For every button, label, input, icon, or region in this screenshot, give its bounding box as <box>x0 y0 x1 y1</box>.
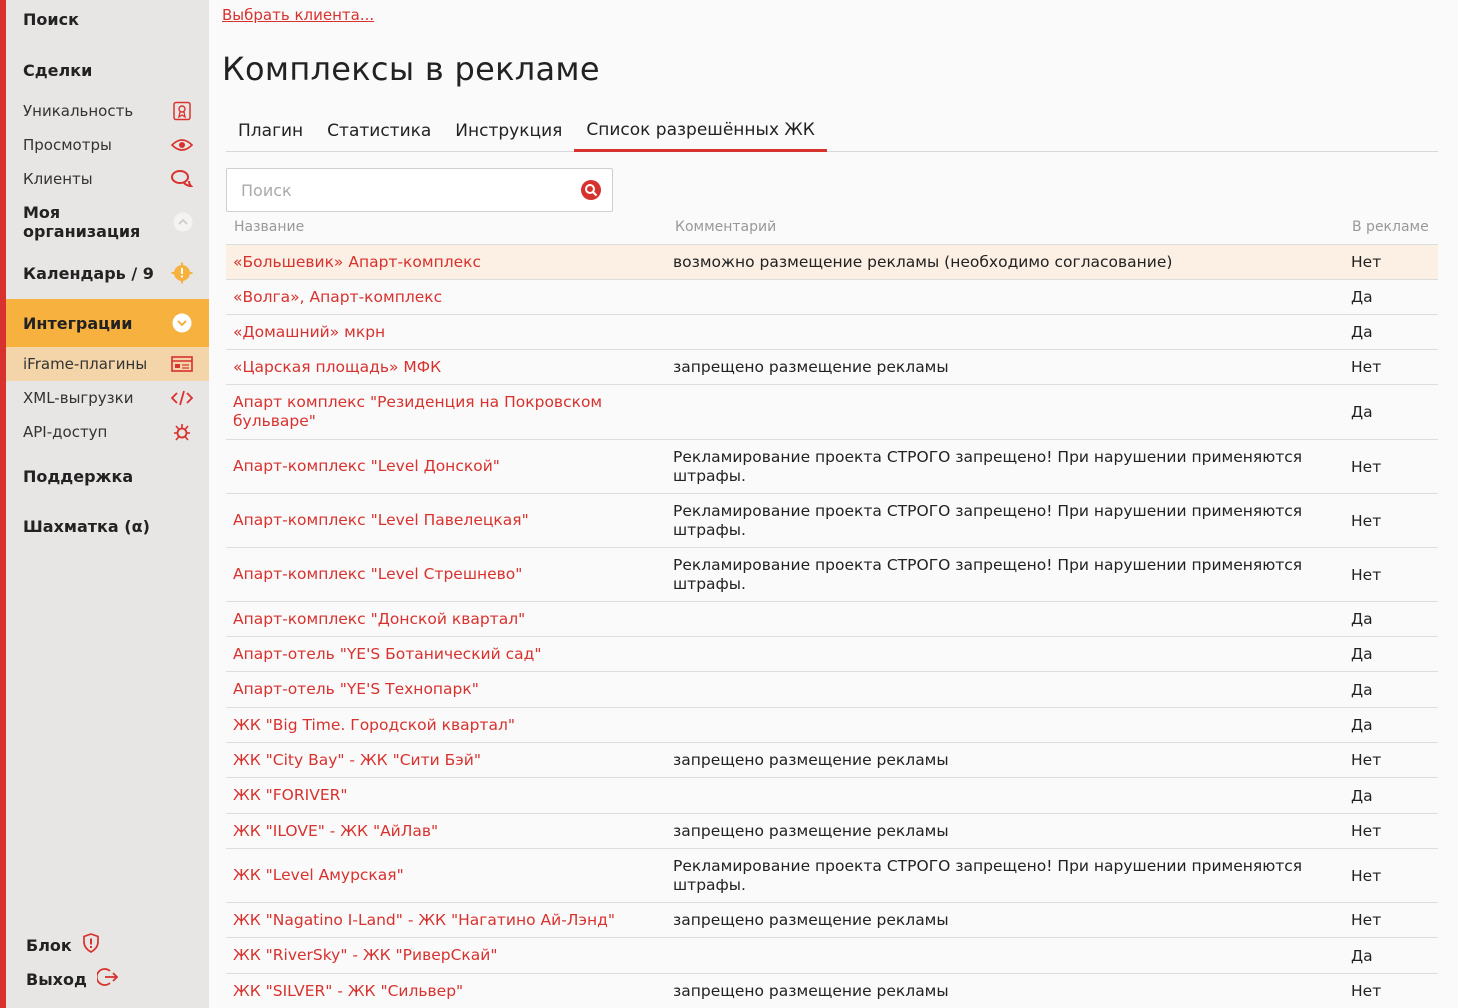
in-ad-status: Да <box>1351 786 1373 805</box>
sidebar-item-clients[interactable] <box>6 162 209 196</box>
sidebar-item-label: Сделки <box>23 60 93 80</box>
sidebar-item-label: Шахматка (α) <box>23 516 150 536</box>
tab-plugin[interactable]: Плагин <box>238 121 304 141</box>
table-row[interactable] <box>226 937 1438 973</box>
in-ad-status: Нет <box>1351 565 1382 584</box>
sidebar-item-calendar[interactable] <box>6 256 209 290</box>
logout-icon <box>97 967 119 991</box>
table-header <box>226 212 1438 244</box>
alert-icon <box>171 262 193 284</box>
sidebar-item-search[interactable] <box>6 2 209 36</box>
sidebar-item-chess[interactable] <box>6 509 209 543</box>
table-row[interactable] <box>226 973 1438 1008</box>
in-ad-status: Да <box>1351 288 1373 306</box>
frame-icon <box>171 353 193 375</box>
search-input[interactable] <box>227 169 557 211</box>
complex-comment: запрещено размещение рекламы <box>673 910 949 929</box>
search-box <box>226 168 613 212</box>
table-row[interactable] <box>226 902 1438 937</box>
logout-button[interactable] <box>6 964 209 994</box>
in-ad-status: Да <box>1351 610 1373 628</box>
sidebar-item-uniqueness[interactable] <box>6 94 209 128</box>
sidebar-item-deals[interactable] <box>6 53 209 87</box>
sidebar-item-label: XML-выгрузки <box>23 389 134 407</box>
complex-name-link[interactable]: «Царская площадь» МФК <box>233 357 442 376</box>
table-row[interactable] <box>226 279 1438 314</box>
in-ad-status: Да <box>1351 403 1373 421</box>
tab-instructions[interactable]: Инструкция <box>455 121 563 141</box>
complex-name-link[interactable]: «Волга», Апарт-комплекс <box>233 287 443 306</box>
complex-name-link[interactable]: Апарт-отель "YE'S Ботанический сад" <box>233 644 542 663</box>
table-row[interactable] <box>226 314 1438 349</box>
in-ad-status: Нет <box>1351 982 1382 1000</box>
in-ad-status: Да <box>1351 716 1373 734</box>
chevron-down-icon <box>171 312 193 334</box>
table-row[interactable] <box>226 547 1438 601</box>
in-ad-status: Нет <box>1351 358 1382 376</box>
chevron-up-icon <box>172 211 193 233</box>
block-button[interactable] <box>6 930 209 960</box>
table-row[interactable] <box>226 671 1438 707</box>
sidebar-item-label: Уникальность <box>23 102 134 120</box>
sidebar-item-views[interactable] <box>6 128 209 162</box>
sidebar-item-label: Поиск <box>23 9 79 29</box>
code-icon <box>171 387 193 409</box>
complex-name-link[interactable]: ЖК "Nagatino I-Land" - ЖК "Нагатино Ай-Лэнд" <box>233 910 615 929</box>
tab-statistics[interactable]: Статистика <box>327 121 432 141</box>
complex-name-link[interactable]: ЖК "FORIVER" <box>233 786 348 804</box>
in-ad-status: Да <box>1351 680 1373 699</box>
complex-name-link[interactable]: Апарт-комплекс "Донской квартал" <box>233 609 526 628</box>
sidebar <box>0 0 209 1008</box>
in-ad-status: Нет <box>1351 751 1382 769</box>
page-title: Комплексы в рекламе <box>222 50 600 88</box>
table-row[interactable] <box>226 439 1438 493</box>
logout-label: Выход <box>26 969 87 989</box>
table-row[interactable] <box>226 777 1438 813</box>
complex-comment: возможно размещение рекламы (необходимо согласование) <box>673 252 1173 271</box>
sidebar-item-label: Клиенты <box>23 170 93 188</box>
complex-name-link[interactable]: ЖК "RiverSky" - ЖК "РиверСкай" <box>233 946 498 964</box>
in-ad-status: Да <box>1351 645 1373 663</box>
search-icon[interactable] <box>580 179 602 201</box>
complex-comment: запрещено размещение рекламы <box>673 981 949 1000</box>
sidebar-item-xml[interactable] <box>6 381 209 415</box>
in-ad-status: Да <box>1351 946 1373 965</box>
sidebar-item-support[interactable] <box>6 459 209 493</box>
main-content <box>209 0 1458 1008</box>
sidebar-item-label: Просмотры <box>23 136 112 154</box>
in-ad-status: Нет <box>1351 822 1382 840</box>
table-row[interactable] <box>226 493 1438 547</box>
sidebar-item-iframe[interactable] <box>6 347 209 381</box>
sidebar-item-label: Календарь / 9 <box>23 263 154 283</box>
shield-icon <box>82 933 100 957</box>
sidebar-item-label: Моя организация <box>23 203 141 241</box>
bug-icon <box>171 421 193 443</box>
column-header-name[interactable]: Название <box>234 219 305 235</box>
sidebar-item-label: API-доступ <box>23 423 108 441</box>
in-ad-status: Нет <box>1351 866 1382 885</box>
complex-table <box>226 244 1438 1008</box>
complex-comment: Рекламирование проекта СТРОГО запрещено! При нарушении применяются штрафы. <box>673 501 1303 539</box>
column-header-comment[interactable]: Комментарий <box>675 219 777 235</box>
table-row[interactable] <box>226 636 1438 671</box>
table-row[interactable] <box>226 601 1438 636</box>
complex-name-link[interactable]: ЖК "Big Time. Городской квартал" <box>233 715 515 734</box>
complex-name-link[interactable]: ЖК "SILVER" - ЖК "Сильвер" <box>233 981 464 1000</box>
table-row[interactable] <box>226 848 1438 902</box>
table-row[interactable] <box>226 244 1438 279</box>
table-row[interactable] <box>226 349 1438 384</box>
in-ad-status: Нет <box>1351 511 1382 530</box>
complex-name-link[interactable]: ЖК "Level Амурская" <box>233 866 404 884</box>
complex-name-link[interactable]: Апарт-комплекс "Level Донской" <box>233 457 500 475</box>
eye-icon <box>171 134 193 156</box>
table-row[interactable] <box>226 813 1438 848</box>
column-header-ad[interactable]: В рекламе <box>1352 219 1429 235</box>
complex-comment: запрещено размещение рекламы <box>673 750 949 769</box>
complex-name-link[interactable]: «Большевик» Апарт-комплекс <box>233 252 482 271</box>
complex-name-link[interactable]: ЖК "ILOVE" - ЖК "АйЛав" <box>233 821 439 840</box>
sidebar-item-integrations[interactable] <box>6 299 209 347</box>
table-row[interactable] <box>226 384 1438 439</box>
complex-comment: запрещено размещение рекламы <box>673 357 949 376</box>
pick-client-link[interactable]: Выбрать клиента... <box>222 6 375 24</box>
sidebar-item-label: Интеграции <box>23 313 133 333</box>
table-row[interactable] <box>226 707 1438 742</box>
complex-comment: Рекламирование проекта СТРОГО запрещено! При нарушении применяются штрафы. <box>673 856 1303 894</box>
badge-icon <box>171 100 193 122</box>
complex-name-link[interactable]: Апарт комплекс "Резиденция на Покровском бульваре" <box>233 393 603 430</box>
complex-comment: Рекламирование проекта СТРОГО запрещено! При нарушении применяются штрафы. <box>673 447 1303 485</box>
complex-name-link[interactable]: Апарт-комплекс "Level Стрешнево" <box>233 565 523 583</box>
sidebar-item-my-org[interactable] <box>6 205 209 239</box>
block-label: Блок <box>26 935 72 955</box>
table-row[interactable] <box>226 742 1438 777</box>
complex-name-link[interactable]: «Домашний» мкрн <box>233 322 386 341</box>
sidebar-item-label: Поддержка <box>23 466 134 486</box>
chat-icon <box>171 168 193 190</box>
complex-name-link[interactable]: Апарт-отель "YE'S Технопарк" <box>233 680 479 698</box>
sidebar-item-api[interactable] <box>6 415 209 449</box>
complex-comment: запрещено размещение рекламы <box>673 821 949 840</box>
tab-bar <box>226 110 1438 152</box>
tab-allowed-list[interactable]: Список разрешённых ЖК <box>574 110 826 152</box>
complex-comment: Рекламирование проекта СТРОГО запрещено! При нарушении применяются штрафы. <box>673 555 1303 593</box>
in-ad-status: Нет <box>1351 253 1382 271</box>
complex-name-link[interactable]: Апарт-комплекс "Level Павелецкая" <box>233 511 529 529</box>
in-ad-status: Нет <box>1351 911 1382 929</box>
sidebar-item-label: iFrame-плагины <box>23 355 148 373</box>
in-ad-status: Нет <box>1351 457 1382 476</box>
in-ad-status: Да <box>1351 323 1373 341</box>
complex-name-link[interactable]: ЖК "City Bay" - ЖК "Сити Бэй" <box>233 750 481 769</box>
